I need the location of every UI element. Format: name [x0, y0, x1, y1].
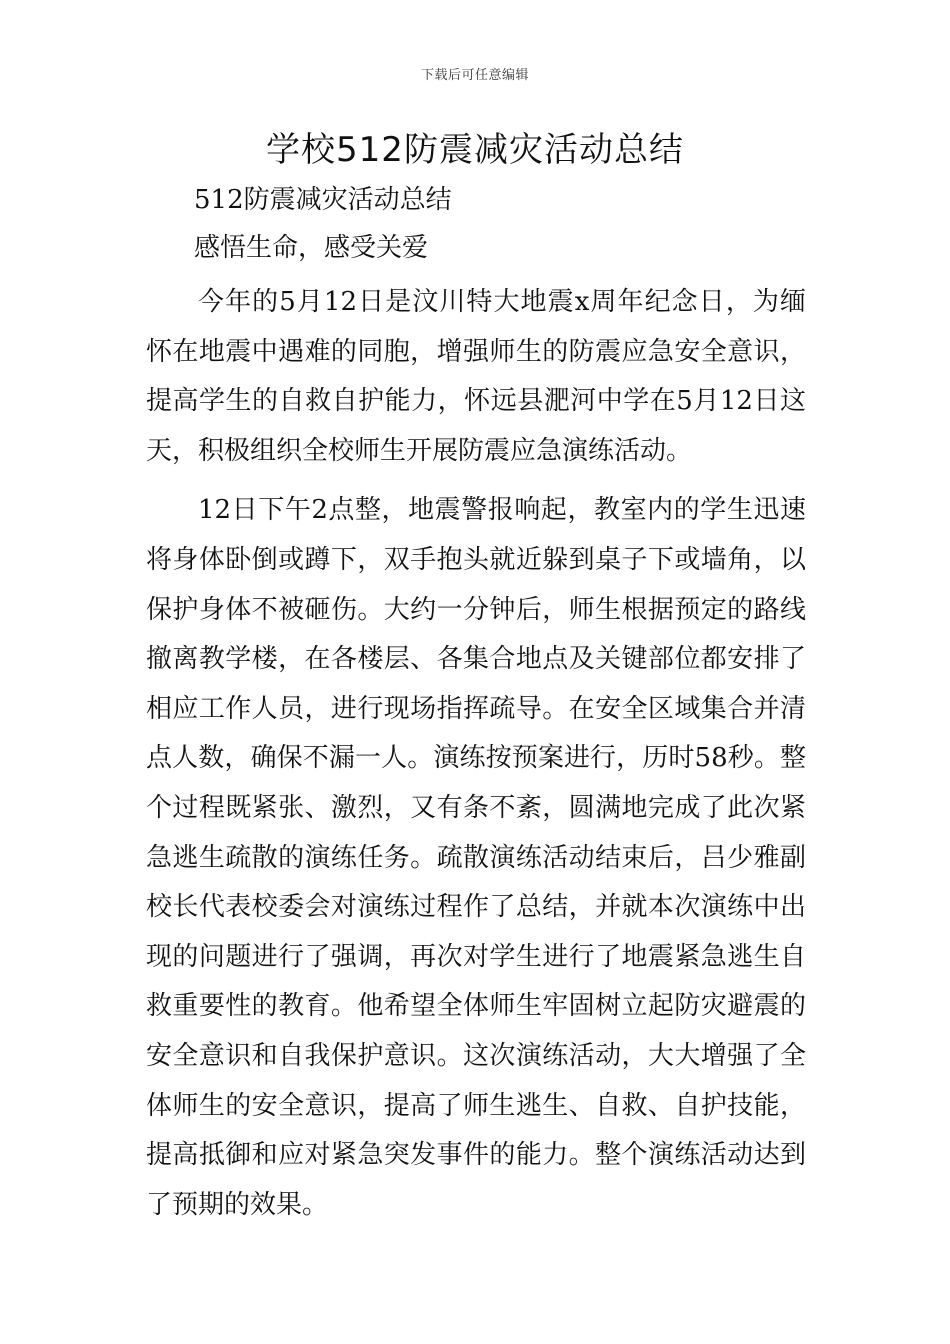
header-note: 下载后可任意编辑	[420, 68, 529, 83]
document-title: 学校512防震减灾活动总结	[266, 130, 684, 170]
document-tagline: 感悟生命，感受关爱	[194, 233, 429, 263]
body-paragraph-2: 12日下午2点整，地震警报响起，教室内的学生迅速将身体卧倒或蹲下，双手抱头就近躲到桌子下或墙角，以保护身体不被砸伤。大约一分钟后，师生根据预定的路线撤离教学楼，在各楼层、各集合地点及关键部位都安排了相应工作人员，进行现场指挥疏导。在安全区域集合并清点人数，确保不漏一人。演练按预案进行，历时58秒。整个过程既紧张、激烈，又有条不紊，圆满地完成了此次紧急逃生疏散的演练任务。疏散演练活动结束后，吕少雅副校长代表校委会对演练过程作了总结，并就本次演练中出现的问题进行了强调，再次对学生进行了地震紧急逃生自救重要性的教育。他希望全体师生牢固树立起防灾避震的安全意识和自我保护意识。这次演练活动，大大增强了全体师生的安全意识，提高了师生逃生、自救、自护技能，提高抵御和应对紧急突发事件的能力。整个演练活动达到了预期的效果。	[146, 495, 806, 1220]
document-body	[146, 176, 806, 1230]
body-paragraph-1: 今年的5月12日是汶川特大地震x周年纪念日，为缅怀在地震中遇难的同胞，增强师生的防震应急安全意识，提高学生的自救自护能力，怀远县淝河中学在5月12日这天，积极组织全校师生开展防震应急演练活动。	[146, 287, 806, 466]
document-subtitle: 512防震减灾活动总结	[194, 185, 452, 215]
